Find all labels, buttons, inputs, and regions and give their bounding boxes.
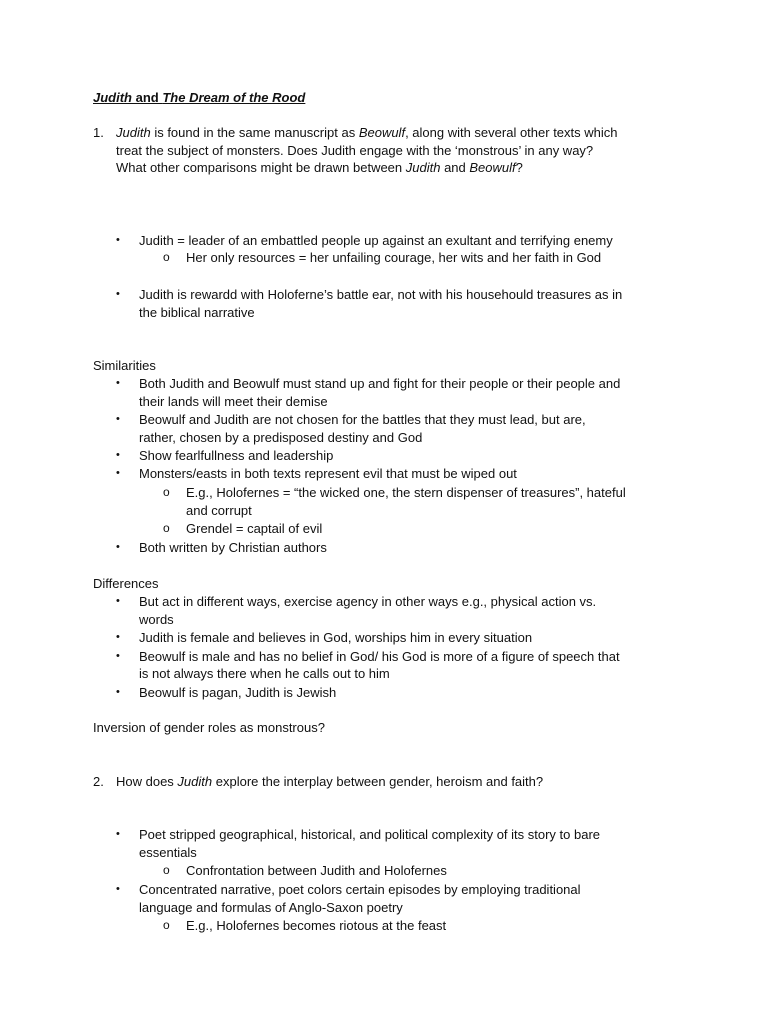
sub-bullet-icon: o xyxy=(163,250,170,264)
list-item-continued: essentials xyxy=(139,845,197,860)
sub-list-item: E.g., Holofernes = “the wicked one, the stern dispenser of treasures”, hateful xyxy=(186,485,626,500)
bullet-icon: • xyxy=(116,686,120,698)
list-item: Both written by Christian authors xyxy=(139,540,327,555)
bullet-icon: • xyxy=(116,883,120,895)
list-item: Judith = leader of an embattled people up against an exultant and terrifying enemy xyxy=(139,233,613,248)
list-item: Poet stripped geographical, historical, and political complexity of its story to bare xyxy=(139,827,601,842)
bullet-icon: • xyxy=(116,234,120,246)
bullet-icon: • xyxy=(116,541,120,553)
q1-text-b: , along with several other texts which xyxy=(405,125,618,140)
q1-beowulf: Beowulf xyxy=(358,125,406,140)
question-2-number: 2. xyxy=(93,774,104,789)
bullet-icon: • xyxy=(116,413,120,425)
similarities-heading: Similarities xyxy=(93,358,156,373)
question-1-number: 1. xyxy=(93,125,104,140)
bullet-icon: • xyxy=(116,828,120,840)
sub-list-item: Confrontation between Judith and Holofernes xyxy=(186,863,447,878)
title-judith: Judith xyxy=(93,90,132,105)
list-item: Concentrated narrative, poet colors certain episodes by employing traditional xyxy=(139,882,581,897)
q1-beowulf-2: Beowulf xyxy=(469,160,516,175)
bullet-icon: • xyxy=(116,595,120,607)
title-dream-of-the-rood: The Dream of the Rood xyxy=(162,90,306,105)
list-item: Both Judith and Beowulf must stand up and fight for their people or their people and xyxy=(139,376,621,391)
list-item: Beowulf is male and has no belief in God/ his God is more of a figure of speech that xyxy=(139,649,620,664)
q1-text-c: What other comparisons might be drawn between xyxy=(116,160,406,175)
sub-bullet-icon: o xyxy=(163,521,170,535)
list-item-continued: words xyxy=(139,612,174,627)
bullet-icon: • xyxy=(116,377,120,389)
list-item-continued: their lands will meet their demise xyxy=(139,394,328,409)
q1-judith: Judith xyxy=(116,125,151,140)
question-1-line-2: treat the subject of monsters. Does Judith engage with the ‘monstrous’ in any way? xyxy=(116,143,594,158)
sub-bullet-icon: o xyxy=(163,863,170,877)
list-item: Beowulf is pagan, Judith is Jewish xyxy=(139,685,337,700)
list-item-continued: the biblical narrative xyxy=(139,305,255,320)
sub-list-item: Grendel = captail of evil xyxy=(186,521,323,536)
list-item: Show fearlfullness and leadership xyxy=(139,448,334,463)
question-2-text xyxy=(116,773,543,790)
list-item-continued: is not always there when he calls out to him xyxy=(139,666,390,681)
differences-heading: Differences xyxy=(93,576,159,591)
inversion-question: Inversion of gender roles as monstrous? xyxy=(93,720,325,735)
bullet-icon: • xyxy=(116,467,120,479)
bullet-icon: • xyxy=(116,650,120,662)
q2-text-a: How does xyxy=(116,774,178,789)
q2-text-b: explore the interplay between gender, heroism and faith? xyxy=(212,774,544,789)
list-item-continued: rather, chosen by a predisposed destiny and God xyxy=(139,430,423,445)
q1-text-a: is found in the same manuscript as xyxy=(150,125,359,140)
list-item: Beowulf and Judith are not chosen for the battles that they must lead, but are, xyxy=(139,412,586,427)
list-item: But act in different ways, exercise agency in other ways e.g., physical action vs. xyxy=(139,594,597,609)
document-title xyxy=(93,89,305,106)
list-item: Judith is rewardd with Holoferne’s battle ear, not with his househould treasures as in xyxy=(139,287,623,302)
bullet-icon: • xyxy=(116,449,120,461)
title-and: and xyxy=(132,90,163,105)
q2-judith: Judith xyxy=(177,774,213,789)
bullet-icon: • xyxy=(116,288,120,300)
list-item-continued: language and formulas of Anglo-Saxon poetry xyxy=(139,900,403,915)
list-item: Judith is female and believes in God, worships him in every situation xyxy=(139,630,533,645)
sub-list-item: Her only resources = her unfailing courage, her wits and her faith in God xyxy=(186,250,602,265)
q1-judith-2: Judith xyxy=(405,160,441,175)
sub-bullet-icon: o xyxy=(163,485,170,499)
q1-text-e: ? xyxy=(515,160,523,175)
sub-bullet-icon: o xyxy=(163,918,170,932)
bullet-icon: • xyxy=(116,631,120,643)
q1-text-d: and xyxy=(440,160,470,175)
question-1-line-3 xyxy=(116,159,523,176)
sub-list-item: E.g., Holofernes becomes riotous at the feast xyxy=(186,918,447,933)
sub-list-item-continued: and corrupt xyxy=(186,503,252,518)
question-1-line-1 xyxy=(116,124,618,141)
list-item: Monsters/easts in both texts represent evil that must be wiped out xyxy=(139,466,517,481)
